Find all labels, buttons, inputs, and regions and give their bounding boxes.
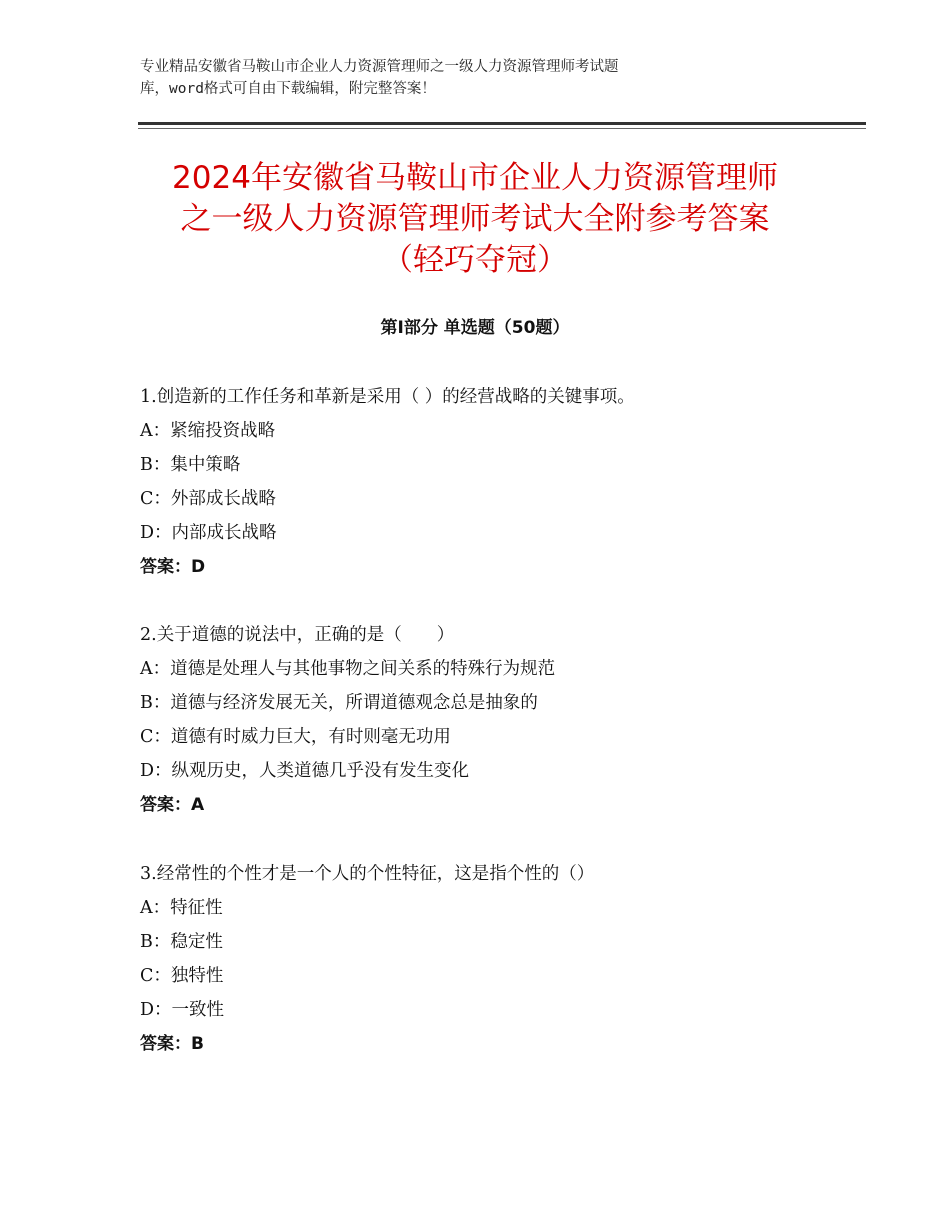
question-stem: 1.创造新的工作任务和革新是采用（ ）的经营战略的关键事项。 bbox=[140, 387, 635, 407]
header-note-line-2: 库，word格式可自由下载编辑，附完整答案！ bbox=[140, 81, 436, 97]
option-b: B：集中策略 bbox=[140, 455, 241, 475]
header-divider-thick bbox=[138, 122, 866, 125]
answer-line: 答案：A bbox=[140, 795, 205, 815]
answer-line: 答案：B bbox=[140, 1034, 204, 1054]
document-title bbox=[120, 158, 830, 281]
header-note-line-1: 专业精品安徽省马鞍山市企业人力资源管理师之一级人力资源管理师考试题 bbox=[140, 59, 619, 75]
option-a: A：紧缩投资战略 bbox=[140, 421, 276, 441]
header-note bbox=[140, 56, 820, 100]
option-d: D：内部成长战略 bbox=[140, 523, 277, 543]
option-d: D：纵观历史，人类道德几乎没有发生变化 bbox=[140, 761, 470, 781]
option-c: C：独特性 bbox=[140, 966, 224, 986]
option-a: A：道德是处理人与其他事物之间关系的特殊行为规范 bbox=[140, 659, 556, 679]
document-title-line-1: 2024年安徽省马鞍山市企业人力资源管理师 bbox=[172, 160, 778, 196]
option-c: C：道德有时威力巨大，有时则毫无功用 bbox=[140, 727, 451, 747]
question-stem: 2.关于道德的说法中，正确的是（ ） bbox=[140, 625, 455, 645]
question-stem: 3.经常性的个性才是一个人的个性特征，这是指个性的（） bbox=[140, 864, 595, 884]
question-2 bbox=[140, 618, 840, 822]
option-a: A：特征性 bbox=[140, 898, 223, 918]
section-heading: 第Ⅰ部分 单选题（50题） bbox=[380, 318, 570, 338]
option-b: B：道德与经济发展无关，所谓道德观念总是抽象的 bbox=[140, 693, 538, 713]
answer-line: 答案：D bbox=[140, 557, 206, 577]
option-b: B：稳定性 bbox=[140, 932, 223, 952]
document-title-line-2: 之一级人力资源管理师考试大全附参考答案 bbox=[180, 201, 770, 237]
header-divider-thin bbox=[138, 128, 866, 129]
document-title-line-3: （轻巧夺冠） bbox=[382, 242, 568, 278]
option-d: D：一致性 bbox=[140, 1000, 225, 1020]
option-c: C：外部成长战略 bbox=[140, 489, 276, 509]
question-3 bbox=[140, 857, 840, 1061]
question-1 bbox=[140, 380, 840, 584]
